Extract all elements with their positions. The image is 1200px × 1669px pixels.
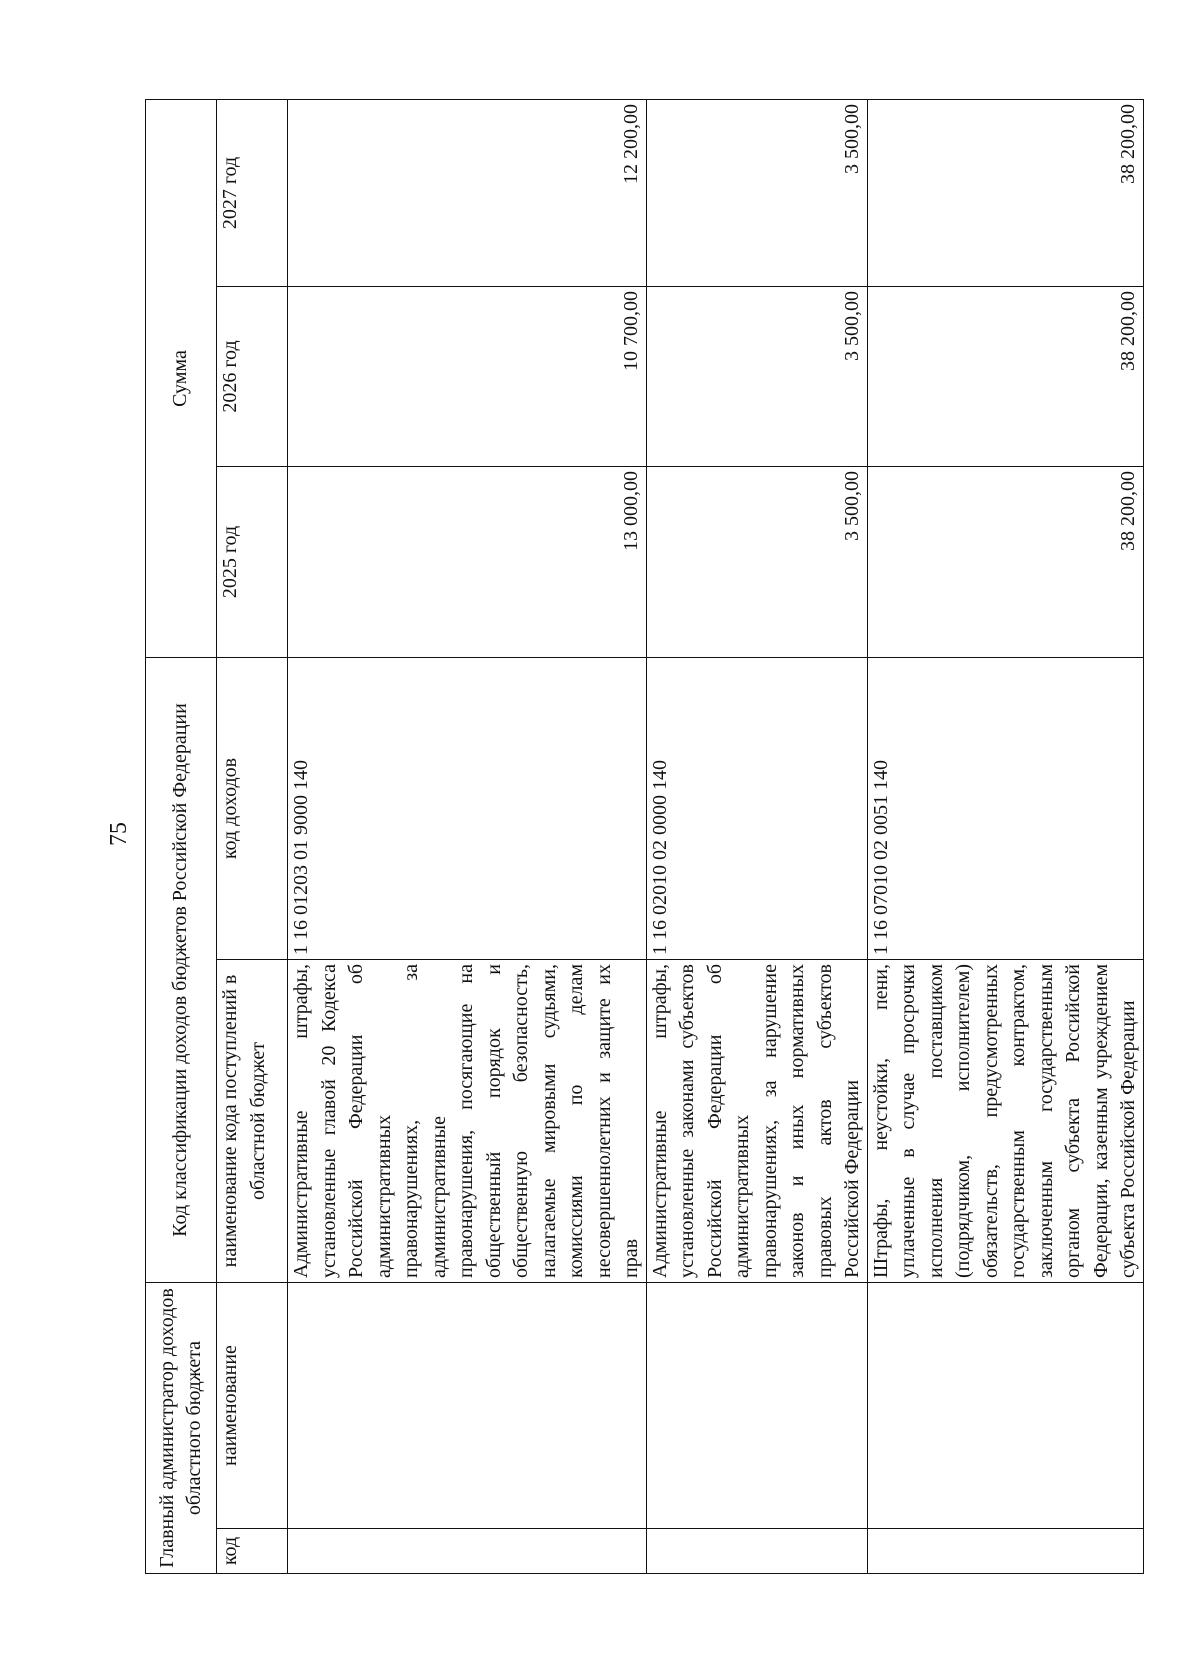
sum-2027-cell: 38 200,00 — [867, 99, 1143, 286]
sum-2027-cell: 12 200,00 — [288, 99, 647, 286]
income-code-header: код доходов — [217, 658, 288, 960]
description-text: Административные штрафы, установленные законами субъектов Российской Федерации об административных правонарушениях, за нарушение законов и иных нормативных правовых актов субъектов — [648, 964, 836, 1278]
sum-group-header: Сумма — [146, 99, 217, 657]
header-row-1 — [146, 99, 217, 1573]
sum-2027-cell: 3 500,00 — [646, 99, 867, 286]
description-text-end: Российской Федерации — [841, 1079, 863, 1278]
table-row — [867, 99, 1143, 1573]
description-text-end: прав — [620, 1238, 642, 1278]
year-2025-header: 2025 год — [217, 467, 288, 658]
rotated-table-wrapper — [145, 100, 1139, 1574]
admin-name-cell — [288, 1283, 647, 1529]
admin-code-cell — [867, 1529, 1143, 1574]
admin-code-cell — [288, 1529, 647, 1574]
admin-code-cell — [646, 1529, 867, 1574]
description-text: Административные штрафы, установленные главой 20 Кодекса Российской Федерации об административных правонарушениях, за административные правонарушения, посягающие на общественный порядок и общественную безопасность, налагаемые мировыми судьями, комиссиями по делам несовершеннолетних и защите их — [290, 964, 615, 1278]
description-cell — [288, 960, 647, 1283]
page-number: 75 — [106, 822, 132, 846]
year-2026-header: 2026 год — [217, 287, 288, 467]
admin-code-header: код — [217, 1529, 288, 1574]
table-row — [288, 99, 647, 1573]
sum-2025-cell: 3 500,00 — [646, 467, 867, 658]
description-cell — [646, 960, 867, 1283]
sum-2025-cell: 13 000,00 — [288, 467, 647, 658]
description-cell — [867, 960, 1143, 1283]
income-code-cell: 1 16 01203 01 9000 140 — [288, 658, 647, 960]
income-code-cell: 1 16 07010 02 0051 140 — [867, 658, 1143, 960]
sum-2026-cell: 38 200,00 — [867, 287, 1143, 467]
header-row-2 — [217, 99, 288, 1573]
admin-name-cell — [867, 1283, 1143, 1529]
year-2027-header: 2027 год — [217, 99, 288, 286]
admin-name-cell — [646, 1283, 867, 1529]
sum-2026-cell: 3 500,00 — [646, 287, 867, 467]
sum-2026-cell: 10 700,00 — [288, 287, 647, 467]
table-row — [646, 99, 867, 1573]
classification-group-header: Код классификации доходов бюджетов Российской Федерации — [146, 658, 217, 1283]
income-code-cell: 1 16 02010 02 0000 140 — [646, 658, 867, 960]
income-classification-table — [145, 99, 1144, 1574]
description-text: Штрафы, неустойки, пени, уплаченные в случае просрочки исполнения поставщиком (подрядчиком, исполнителем) обязательств, предусмотренных государственным контрактом, заключенным государственным органом субъекта Российской Федерации, казенным учреждением — [869, 964, 1112, 1278]
income-code-name-header: наименование кода поступлений в областной бюджет — [217, 960, 288, 1283]
admin-group-header: Главный администратор доходов областного бюджета — [146, 1283, 217, 1574]
description-text-end: субъекта Российской Федерации — [1117, 1000, 1139, 1278]
admin-name-header: наименование — [217, 1283, 288, 1529]
sum-2025-cell: 38 200,00 — [867, 467, 1143, 658]
